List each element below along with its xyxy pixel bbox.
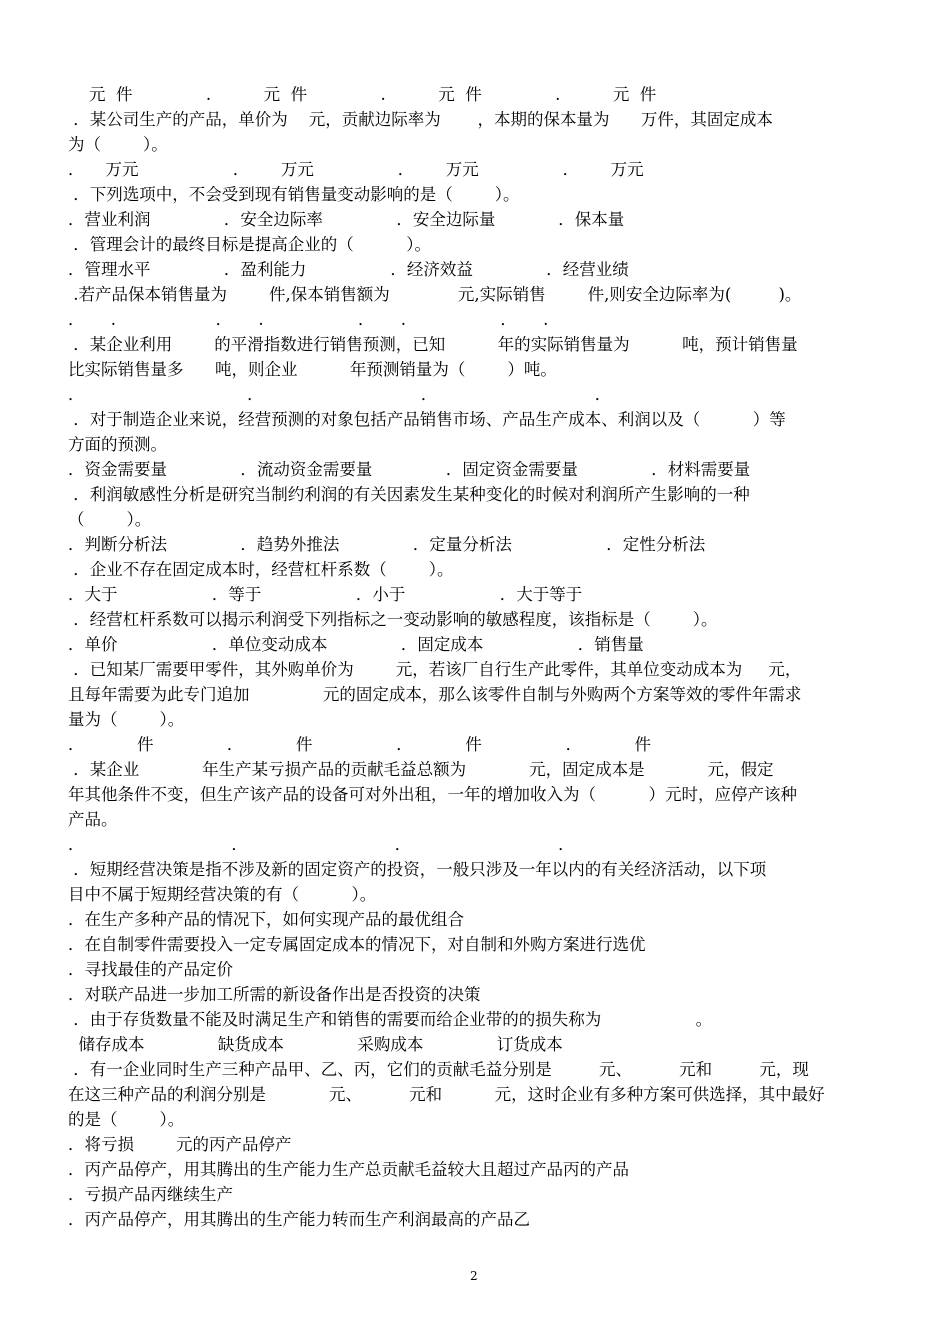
text-line-options-5: ． . ． . ． . ． .	[68, 310, 549, 329]
text-line-option-c: ．寻找最佳的产品定价	[68, 960, 233, 979]
text-line-options-4: ．管理水平 ．盈利能力 ．经济效益 ．经营业绩	[68, 260, 629, 279]
text-line-options-12: ． ． ． ．	[68, 835, 575, 854]
text-line-question-6-cont: 方面的预测。	[68, 435, 167, 454]
text-line-question-1: ．某公司生产的产品，单价为 元，贡献边际率为 ，本期的保本量为 万件，其固定成本	[68, 110, 773, 129]
text-line-options-6: ． ． ． ．	[68, 385, 612, 404]
page-number: 2	[470, 1269, 478, 1283]
text-line-question-10-cont: 且每年需要为此专门追加 元的固定成本，那么该零件自制与外购两个方案等效的零件年需求	[68, 685, 802, 704]
text-line-question-14-cont: 在这三种产品的利润分别是 元、 元和 元，这时企业有多种方案可供选择，其中最好	[68, 1085, 825, 1104]
text-line-option-14c: ．亏损产品丙继续生产	[68, 1185, 233, 1204]
text-line-question-2: ．下列选项中，不会受到现有销售量变动影响的是（ ）。	[68, 185, 520, 204]
text-line-question-14-cont-2: 的是（ ）。	[68, 1110, 185, 1129]
text-line-question-10-cont-2: 量为（ ）。	[68, 710, 185, 729]
text-line-option-14d: ．丙产品停产，用其腾出的生产能力转而生产利润最高的产品乙	[68, 1210, 530, 1229]
text-line-question-8: ．企业不存在固定成本时，经营杠杆系数（ ）。	[68, 560, 454, 579]
text-line-question-6: ．对于制造企业来说，经营预测的对象包括产品销售市场、产品生产成本、利润以及（ ）等	[68, 410, 786, 429]
text-line-question-11-cont-2: 产品。	[68, 810, 118, 829]
text-line-question-5-cont: 比实际销售量多 吨，则企业 年预测销量为（ ）吨。	[68, 360, 557, 379]
text-line-question-7: ．利润敏感性分析是研究当制约利润的有关因素发生某种变化的时候对利润所产生影响的一种	[68, 485, 750, 504]
text-line-option-b: ．在自制零件需要投入一定专属固定成本的情况下，对自制和外购方案进行选优	[68, 935, 646, 954]
text-line-question-14: ．有一企业同时生产三种产品甲、乙、丙，它们的贡献毛益分别是 元、 元和 元，现	[68, 1060, 809, 1079]
text-line-question-12-cont: 目中不属于短期经营决策的有（ ）。	[68, 885, 377, 904]
text-line-question-5: ．某企业利用 的平滑指数进行销售预测，已知 年的实际销售量为 吨，预计销售量	[68, 335, 798, 354]
text-line-question-4: .若产品保本销售量为 件,保本销售额为 元,实际销售 件,则安全边际率为( )。	[68, 285, 802, 304]
text-line-options-2: ． 万元 ． 万元 ． 万元 ． 万元	[68, 160, 644, 179]
text-line-question-9: ．经营杠杆系数可以揭示利润受下列指标之一变动影响的敏感程度，该指标是（ ）。	[68, 610, 718, 629]
text-line-question-10: ．已知某厂需要甲零件，其外购单价为 元，若该厂自行生产此零件，其单位变动成本为 元，	[68, 660, 802, 679]
text-line-option-a: ．在生产多种产品的情况下，如何实现产品的最优组合	[68, 910, 464, 929]
text-line-options-3: ．营业利润 ．安全边际率 ．安全边际量 ．保本量	[68, 210, 625, 229]
text-line-option-d: ．对联产品进一步加工所需的新设备作出是否投资的决策	[68, 985, 481, 1004]
text-line-question-1-cont: 为（ ）。	[68, 135, 168, 154]
text-line-option-14b: ．丙产品停产，用其腾出的生产能力生产总贡献毛益较大且超过产品丙的产品	[68, 1160, 629, 1179]
text-line-options-7: ．资金需要量 ．流动资金需要量 ．固定资金需要量 ．材料需要量	[68, 460, 751, 479]
text-line-question-12: ．短期经营决策是指不涉及新的固定资产的投资，一般只涉及一年以内的有关经济活动，以下项	[68, 860, 767, 879]
text-line-options-9: ．大于 ．等于 ．小于 ．大于等于	[68, 585, 583, 604]
text-line-options-10: ．单价 ．单位变动成本 ．固定成本 ．销售量	[68, 635, 644, 654]
text-line-question-7-cont: （ ）。	[68, 510, 152, 529]
text-line-options-8: ．判断分析法 ．趋势外推法 ．定量分析法 ．定性分析法	[68, 535, 706, 554]
text-line-option-14a: ．将亏损 元的丙产品停产	[68, 1135, 292, 1154]
text-line-question-11-cont: 年其他条件不变，但生产该产品的设备可对外出租，一年的增加收入为（ ）元时，应停产该种	[68, 785, 797, 804]
text-line-question-13: ．由于存货数量不能及时满足生产和销售的需要而给企业带的的损失称为 。	[68, 1010, 713, 1029]
text-line-options-13: 储存成本 缺货成本 采购成本 订货成本	[68, 1035, 563, 1054]
text-line-options-11: ． 件 ． 件 ． 件 ． 件	[68, 735, 652, 754]
text-line-question-3: ．管理会计的最终目标是提高企业的（ ）。	[68, 235, 431, 254]
text-line-question-11: ．某企业 年生产某亏损产品的贡献毛益总额为 元，固定成本是 元，假定	[68, 760, 774, 779]
text-line-options-1: 元 件 . 元 件 . 元 件 . 元 件	[68, 85, 657, 104]
